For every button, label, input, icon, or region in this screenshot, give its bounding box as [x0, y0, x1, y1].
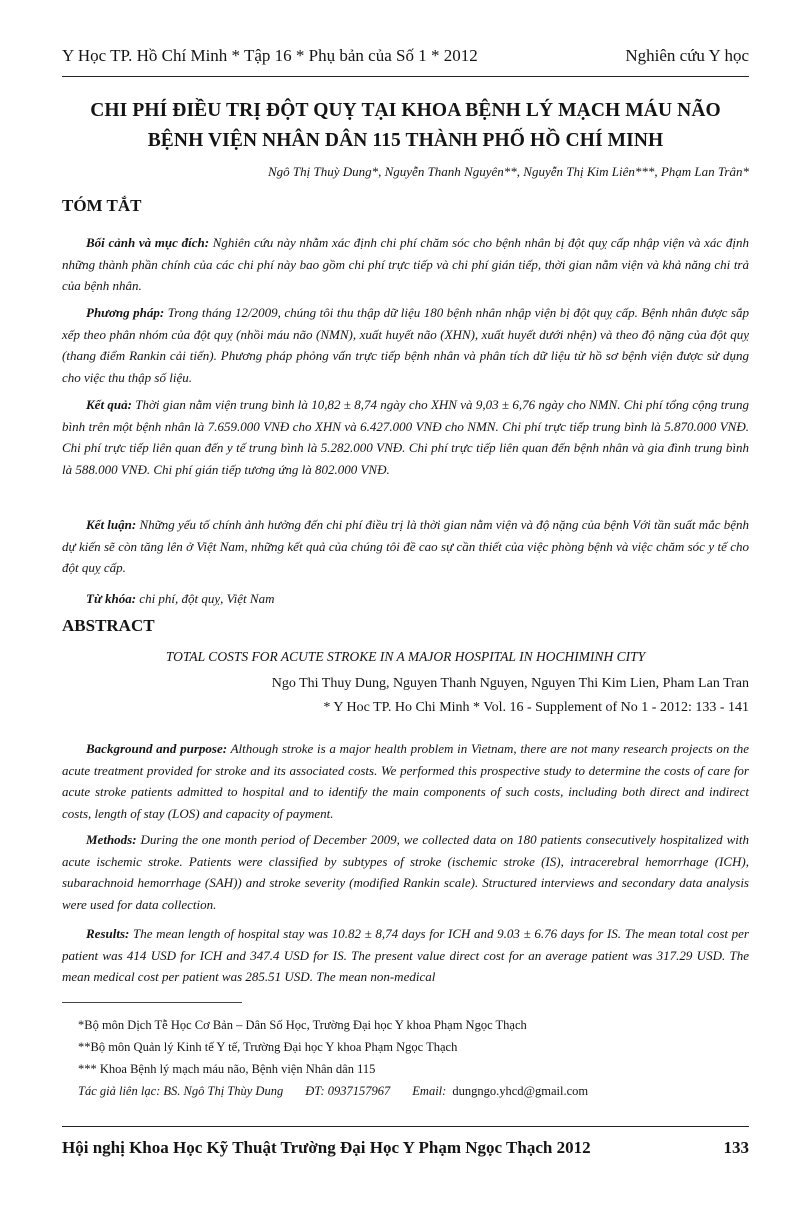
- summary-conclusion-lead: Kết luận:: [86, 517, 137, 532]
- summary-conclusion: [62, 514, 749, 579]
- summary-results: [62, 394, 749, 480]
- contact-email-link[interactable]: dungngo.yhcd@gmail.com: [452, 1084, 589, 1098]
- abstract-background-lead: Background and purpose:: [86, 741, 228, 756]
- title-line-1: CHI PHÍ ĐIỀU TRỊ ĐỘT QUỴ TẠI KHOA BỆNH LÝ MẠCH MÁU NÃO: [90, 100, 721, 121]
- summary-keywords: [62, 588, 749, 610]
- contact-phone: ĐT: 0937157967: [305, 1084, 391, 1098]
- abstract-methods-text: During the one month period of December 2009, we collected data on 180 patients consecutively hospitalized with acute ischemic stroke. Patients were classified by subtypes of stroke (ischemic stroke (IS), intracerebral hemorrhage (ICH), subarachnoid hemorrhage (SAH)) and stroke severity (modified Rankin scale). Structured interviews and secondary data analysis were used for data collection.: [62, 832, 749, 912]
- abstract-results-text: The mean length of hospital stay was 10.82 ± 8,74 days for ICH and 9.03 ± 6.76 days for IS. The mean total cost per patient was 414 USD for ICH and 347.4 USD for IS. The present value direct cost for an average patient was 317.29 USD. The mean medical cost per patient was 285.51 USD. The mean non-medical: [62, 926, 749, 984]
- summary-background-text: Nghiên cứu này nhằm xác định chi phí chăm sóc cho bệnh nhân bị đột quỵ cấp nhập viện và xác định những thành phần chính của các chi phí này bao gồm chi phí trực tiếp và chi phí gián tiếp, thời gian nằm viện và khả năng chi trả của bệnh nhân.: [62, 235, 749, 293]
- summary-results-lead: Kết quả:: [86, 397, 132, 412]
- footnote-3: *** Khoa Bệnh lý mạch máu não, Bệnh viện Nhân dân 115: [78, 1062, 376, 1076]
- conference-name: Hội nghị Khoa Học Kỹ Thuật Trường Đại Học Y Phạm Ngọc Thạch 2012: [62, 1138, 591, 1157]
- footer-rule: [62, 1126, 749, 1127]
- abstract-methods: [62, 829, 749, 915]
- summary-background-lead: Bối cảnh và mục đích:: [86, 235, 210, 250]
- footnote-1: *Bộ môn Dịch Tễ Học Cơ Bản – Dân Số Học, Trường Đại học Y khoa Phạm Ngọc Thạch: [78, 1018, 527, 1032]
- contact-email-label: Email:: [412, 1084, 447, 1098]
- abstract-methods-lead: Methods:: [86, 832, 137, 847]
- article-title: [62, 96, 749, 156]
- summary-keywords-lead: Từ khóa:: [86, 591, 137, 606]
- abstract-background-text: Although stroke is a major health problem in Vietnam, there are not many research projects on the acute treatment provided for stroke and its associated costs. We performed this prospective study to determine the costs of care for acute stroke patients admitted to hospital and to identify the main components of such costs, including both direct and indirect costs, length of stay (LOS) and capacity of payment.: [62, 741, 750, 821]
- summary-results-text: Thời gian nằm viện trung bình là 10,82 ± 8,74 ngày cho XHN và 9,03 ± 6,76 ngày cho NMN. Chi phí tổng cộng trung bình trên một bệnh nhân là 7.659.000 VNĐ cho XHN và 6.427.000 VNĐ cho NMN. Chi phí trực tiếp trung bình là 5.870.000 VNĐ. Chi phí trực tiếp liên quan đến y tế trung bình là 5.282.000 VNĐ. Chi phí trực tiếp liên quan đến bệnh nhân và gia đình trung bình là 588.000 VNĐ. Chi phí gián tiếp tương ứng là 802.000 VNĐ.: [62, 397, 749, 477]
- title-line-2: BỆNH VIỆN NHÂN DÂN 115 THÀNH PHỐ HỒ CHÍ MINH: [147, 130, 664, 151]
- journal-name: Y Học TP. Hồ Chí Minh * Tập 16 * Phụ bản của Số 1 * 2012: [62, 46, 478, 65]
- contact-name: Tác giả liên lạc: BS. Ngô Thị Thùy Dung: [78, 1084, 284, 1098]
- summary-background: [62, 232, 749, 297]
- abstract-results-lead: Results:: [86, 926, 130, 941]
- abstract-heading: ABSTRACT: [62, 616, 155, 635]
- summary-methods-text: Trong tháng 12/2009, chúng tôi thu thập dữ liệu 180 bệnh nhân nhập viện bị đột quỵ cấp. Bệnh nhân được sắp xếp theo phân nhóm của đột quỵ (nhồi máu não (NMN), xuất huyết não (XHN), xuất huyết dưới nhện) và theo độ nặng của đột quỵ (thang điểm Rankin cải tiến). Phương pháp phỏng vấn trực tiếp bệnh nhân và phân tích dữ liệu từ hồ sơ bệnh viện được sử dụng cho việc thu thập số liệu.: [62, 305, 749, 385]
- corresponding-author: [78, 1084, 749, 1099]
- page-number: 133: [723, 1138, 749, 1157]
- footnote-rule: [62, 1002, 242, 1003]
- abstract-authors: Ngo Thi Thuy Dung, Nguyen Thanh Nguyen, Nguyen Thi Kim Lien, Pham Lan Tran: [271, 676, 749, 691]
- abstract-results: [62, 923, 749, 988]
- summary-keywords-text: chi phí, đột quỵ, Việt Nam: [136, 591, 275, 606]
- summary-heading: TÓM TẮT: [62, 196, 142, 215]
- summary-methods-lead: Phương pháp:: [86, 305, 165, 320]
- section-name: Nghiên cứu Y học: [625, 46, 749, 65]
- author-list: Ngô Thị Thuỳ Dung*, Nguyễn Thanh Nguyên**, Nguyễn Thị Kim Liên***, Phạm Lan Trân*: [267, 164, 749, 179]
- summary-methods: [62, 302, 749, 388]
- abstract-background: [62, 738, 749, 824]
- header-rule: [62, 76, 749, 77]
- footnote-2: **Bộ môn Quản lý Kinh tế Y tế, Trường Đại học Y khoa Phạm Ngọc Thạch: [78, 1040, 458, 1054]
- running-header: [62, 40, 749, 70]
- abstract-citation: * Y Hoc TP. Ho Chi Minh * Vol. 16 - Supplement of No 1 - 2012: 133 - 141: [323, 700, 749, 715]
- summary-conclusion-text: Những yếu tố chính ảnh hưởng đến chi phí điều trị là thời gian nằm viện và độ nặng của bệnh Với tần suất mắc bệnh dự kiến sẽ còn tăng lên ở Việt Nam, những kết quả của chúng tôi đề cao sự cần thiết của việc phòng bệnh và việc chăm sóc y tế cho đột quỵ cấp.: [62, 517, 749, 575]
- abstract-title: TOTAL COSTS FOR ACUTE STROKE IN A MAJOR HOSPITAL IN HOCHIMINH CITY: [165, 649, 646, 664]
